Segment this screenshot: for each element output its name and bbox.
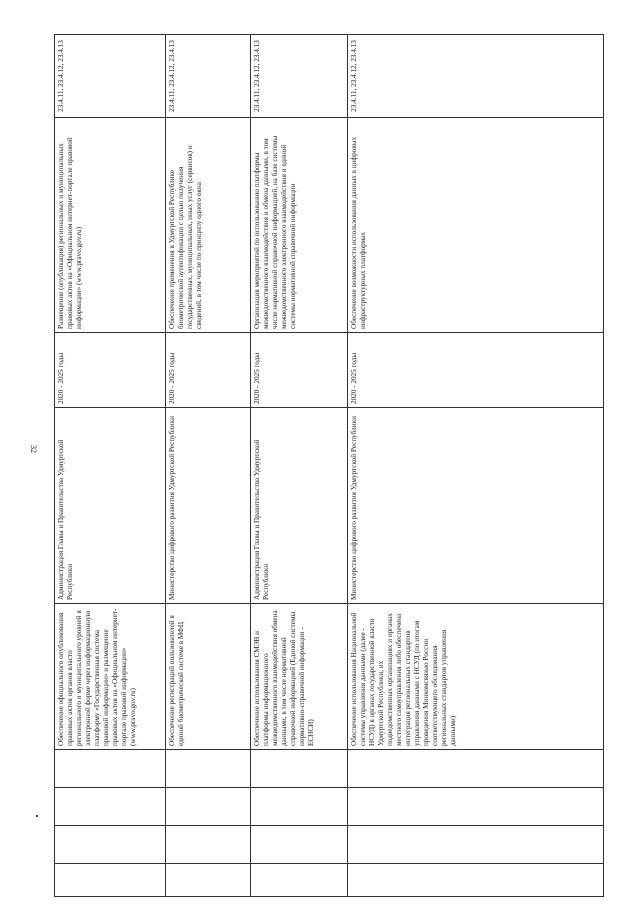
table-cell-refs bbox=[251, 35, 347, 117]
period-text: 2020 - 2025 годы bbox=[253, 352, 261, 404]
table-cell-refs bbox=[348, 35, 603, 117]
table-cell-executor bbox=[348, 408, 603, 603]
table-cell-period bbox=[348, 333, 603, 407]
refs-text: 23.4.11, 23.4.12, 23.4.13 bbox=[57, 40, 65, 112]
refs-text: 23.4.11, 23.4.12, 23.4.13 bbox=[253, 40, 261, 112]
page-number: 32 bbox=[29, 445, 38, 453]
result-text: Обеспечение применения в Удмуртской Республике биометрической аутентификации с целью получения государственных, муниципальных, иных услуг (сервисов) и сведений, в том числе по принципу одного окна bbox=[168, 145, 203, 329]
table-cell-executor bbox=[251, 408, 347, 603]
result-text: Обеспечение возможности использования данных в цифровых инфраструктурных платформах bbox=[350, 136, 367, 329]
table-cell-executor bbox=[166, 408, 250, 603]
measures-table bbox=[54, 34, 604, 897]
refs-text: 23.4.11, 23.4.12, 23.4.13 bbox=[350, 40, 358, 112]
result-text: Размещение (опубликация) региональных и муниципальных правовых актов на «Официальном интернет-портале правовой информации» (www.pravo.gov.ru) bbox=[57, 137, 83, 329]
period-text: 2020 - 2025 годы bbox=[168, 352, 176, 404]
result-text: Организация мероприятий по использованию платформы межведомственного взаимодействия и обмена данными, в том числе нормативной справочной информацией, на базе системы межведомственного электронного взаимодействия и единой системы нормативной справочной информации bbox=[253, 135, 297, 329]
table-cell-refs bbox=[55, 35, 165, 117]
table-cell-measure bbox=[348, 604, 603, 749]
executor-text: Министерство цифрового развития Удмуртской Республики bbox=[168, 416, 176, 600]
period-text: 2020 - 2025 годы bbox=[57, 352, 65, 404]
table-cell-period bbox=[55, 333, 165, 407]
table-cell-measure bbox=[251, 604, 347, 749]
measure-text: Обеспечение регистраций пользователей в единой биометрической системе в МФЦ bbox=[168, 615, 185, 746]
table-cell-executor bbox=[55, 408, 165, 603]
measure-text: Обеспечение использования СМЭВ и платформы информационного межведомственного взаимодействия обмена данными, в том числе нормативной справочной информацией (Единой системы нормативно-справочной информации - ЕСНСИ) bbox=[253, 610, 315, 746]
refs-text: 23.4.11, 23.4.12, 23.4.13 bbox=[168, 40, 176, 112]
column-divider bbox=[55, 749, 603, 750]
executor-text: Администрация Главы и Правительства Удмуртской Республики bbox=[57, 439, 74, 600]
column-divider bbox=[55, 863, 603, 864]
table-cell-result bbox=[166, 118, 250, 332]
table-cell-result bbox=[251, 118, 347, 332]
table-cell-period bbox=[251, 333, 347, 407]
column-divider bbox=[55, 825, 603, 826]
table-cell-period bbox=[166, 333, 250, 407]
table-cell-measure bbox=[166, 604, 250, 749]
executor-text: Министерство цифрового развития Удмуртской Республики bbox=[350, 416, 358, 600]
period-text: 2020 - 2025 годы bbox=[350, 352, 358, 404]
column-divider bbox=[55, 787, 603, 788]
margin-mark bbox=[36, 815, 38, 817]
measure-text: Обеспечение официального опубликования правовых актов органов власти регионального и муниципального уровней в электронной форме через информационную платформу «Государственная система правовой информации» и размещение правовых актов на «Официальном интернет-портале правовой информации» (www.pravo.gov.ru) bbox=[57, 608, 137, 746]
table-cell-measure bbox=[55, 604, 165, 749]
table-cell-result bbox=[348, 118, 603, 332]
table-cell-refs bbox=[166, 35, 250, 117]
measure-text: Обеспечение использования Национальной системы управления данными (далее - НСУД) в органах государственной власти Удмуртской Республики, их подведомственных организациях и органах местного самоуправления либо обеспечена интеграция региональных стандартов управления данными с НСУД (по итогам проведения Минкомсвязью России соответствующего обследования региональных стандартов управления данными) bbox=[350, 612, 457, 746]
executor-text: Администрация Главы и Правительства Удмуртской Республики bbox=[253, 439, 270, 600]
table-cell-result bbox=[55, 118, 165, 332]
